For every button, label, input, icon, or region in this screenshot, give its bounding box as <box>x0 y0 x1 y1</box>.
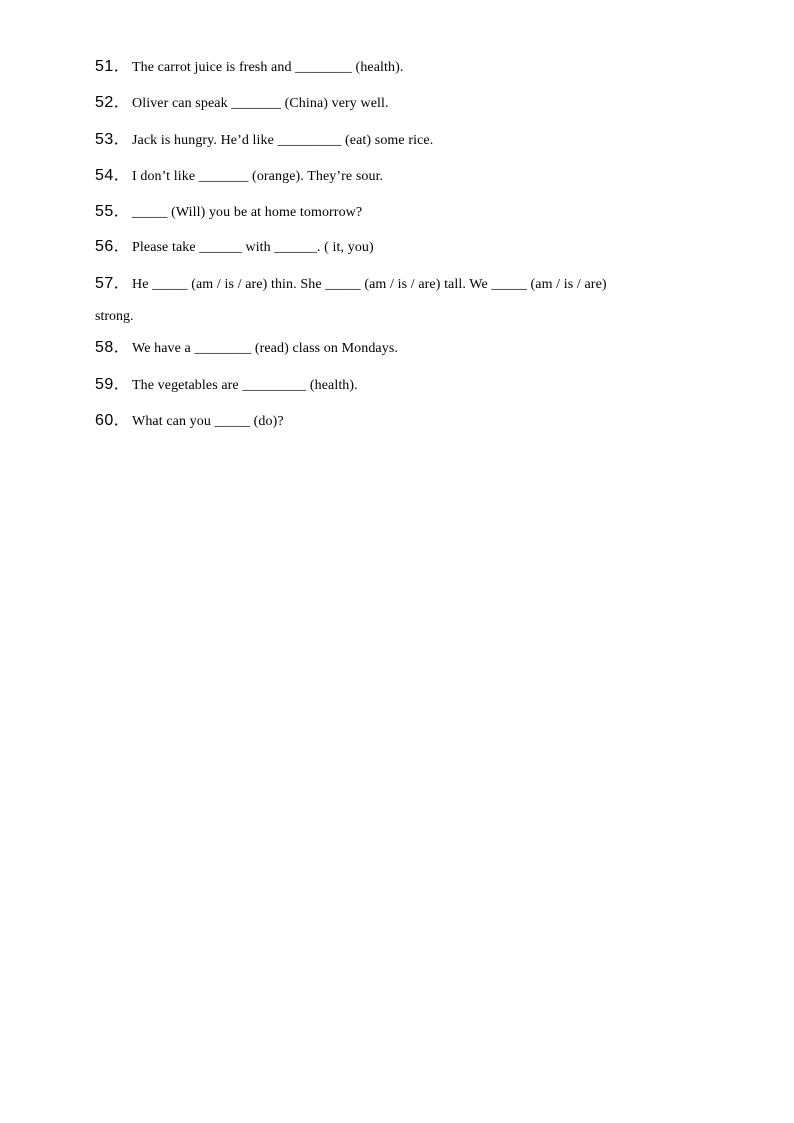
question-text: Please take ______ with ______. ( it, you) <box>132 240 374 255</box>
question-53 <box>95 131 715 150</box>
question-text: The vegetables are _________ (health). <box>132 378 358 393</box>
question-60 <box>95 412 715 431</box>
question-text: The carrot juice is fresh and ________ (health). <box>132 60 404 75</box>
question-number: 60． <box>95 412 131 429</box>
question-text: I don’t like _______ (orange). They’re sour. <box>132 169 384 184</box>
question-text: We have a ________ (read) class on Mondays. <box>132 341 398 356</box>
question-number: 54． <box>95 167 131 184</box>
question-text: He _____ (am / is / are) thin. She _____ (am / is / are) tall. We _____ (am / is / are) <box>132 277 607 292</box>
question-number: 55． <box>95 203 131 220</box>
question-text: _____ (Will) you be at home tomorrow? <box>132 205 363 220</box>
question-number: 56． <box>95 238 131 255</box>
question-number: 58． <box>95 339 131 356</box>
question-55 <box>95 203 715 222</box>
question-54 <box>95 167 715 186</box>
question-57 <box>95 275 715 294</box>
question-number: 57． <box>95 275 131 292</box>
question-text: What can you _____ (do)? <box>132 414 284 429</box>
question-51 <box>95 58 715 77</box>
question-text: Jack is hungry. He’d like _________ (eat) some rice. <box>132 133 434 148</box>
question-number: 52． <box>95 94 131 111</box>
question-text: Oliver can speak _______ (China) very well. <box>132 96 389 111</box>
question-57-continuation: strong. <box>95 309 134 324</box>
question-56 <box>95 238 715 257</box>
question-number: 53． <box>95 131 131 148</box>
question-58 <box>95 339 715 358</box>
question-52 <box>95 94 715 113</box>
question-number: 59． <box>95 376 131 393</box>
question-number: 51． <box>95 58 131 75</box>
question-59 <box>95 376 715 395</box>
